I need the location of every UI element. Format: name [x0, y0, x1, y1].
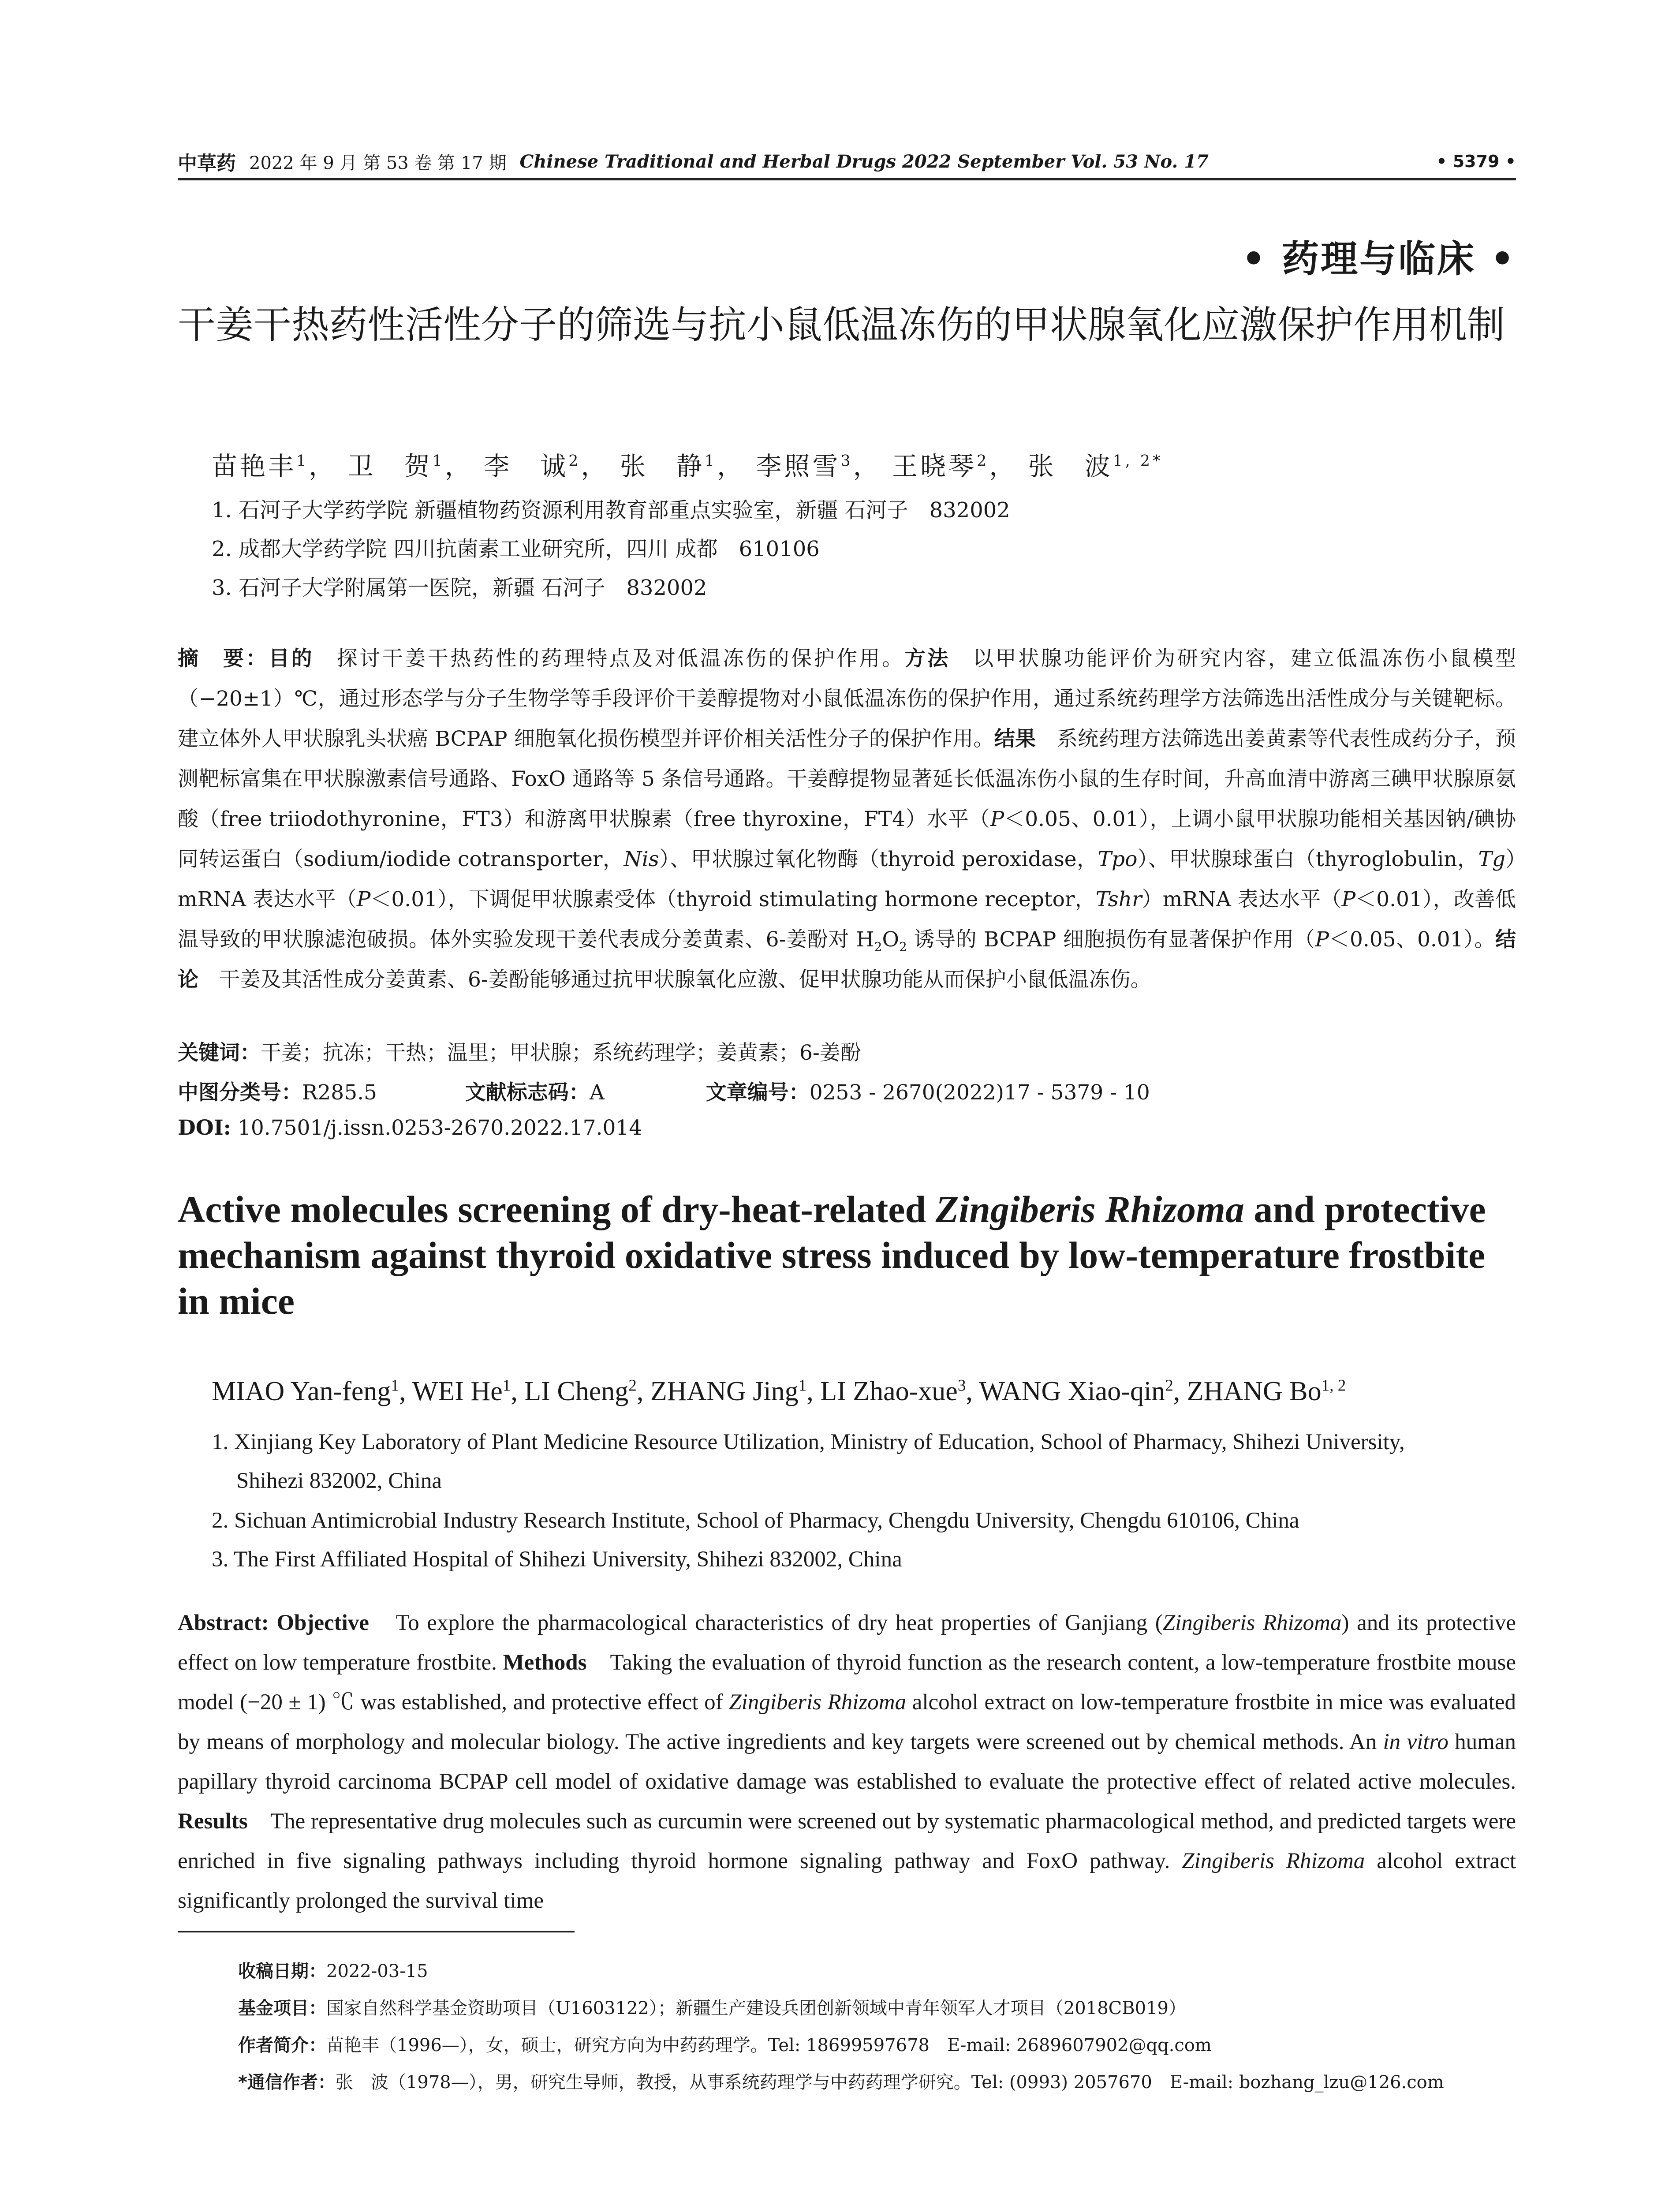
authors-cn — [212, 445, 1163, 482]
author-en: WANG Xiao-qin$^2$, — [979, 1376, 1187, 1406]
conclusion-label: 结论 — [178, 927, 1516, 992]
affiliation-en-3: 3. The First Affiliated Hospital of Shihezi University, Shihezi 832002, China — [212, 1547, 902, 1572]
abstract-label: 摘 要： — [178, 647, 269, 671]
footnote-author: 作者简介：苗艳丰（1996—），女，硕士，研究方向为中药药理学。Tel: 18699597678 E-mail: 2689607902@qq.com — [238, 2035, 1212, 2056]
abstract-en-label: Abstract: Objective — [178, 1611, 369, 1635]
affiliation-en-1: 1. Xinjiang Key Laboratory of Plant Medicine Resource Utilization, Ministry of Education, School of Pharmacy, Shihezi University, Shihezi 832002, China — [212, 1430, 1405, 1493]
journal-name-cn: 中草药 — [178, 152, 236, 175]
footnote-received: 收稿日期：2022-03-15 — [238, 1961, 428, 1981]
author-en: ZHANG Jing$^1$, — [650, 1376, 821, 1406]
author-cn: 张 波$^{1, 2*}$ — [1028, 451, 1163, 481]
abstract-en: Abstract: Objective To explore the pharmacological characteristics of dry heat properties of Ganjiang (Zingiberis Rhizoma) and its protective effect on low temperature frostbite. Methods Taking the evaluation of thyroid function as the research content, a low-temperature frostbite mouse model (−20 ± 1) ℃ was established, and protective effect of Zingiberis Rhizoma alcohol extract on low-temperature frostbite in mice was evaluated by means of morphology and molecular biology. The active ingredients and key targets were screened out by chemical methods. An in vitro human papillary thyroid carcinoma BCPAP cell model of oxidative damage was established to evaluate the protective effect of related active molecules. Results The representative drug molecules such as curcumin were screened out by systematic pharmacological method, and predicted targets were enriched in five signaling pathways including thyroid hormone signaling pathway and FoxO pathway. Zingiberis Rhizoma alcohol extract significantly prolonged the survival time — [178, 1611, 1516, 1913]
objective-label: 目的 — [269, 647, 314, 671]
author-cn: 苗艳丰$^1$， — [212, 451, 337, 481]
abstract-cn: 摘 要：目的 探讨干姜干热药性的药理特点及对低温冻伤的保护作用。方法 以甲状腺功能评价为研究内容，建立低温冻伤小鼠模型（−20±1）℃，通过形态学与分子生物学等手段评价干姜醇提物对小鼠低温冻伤的保护作用，通过系统药理学方法筛选出活性成分与关键靶标。建立体外人甲状腺乳头状癌 BCPAP 细胞氧化损伤模型并评价相关活性分子的保护作用。结果 系统药理方法筛选出姜黄素等代表性成药分子，预测靶标富集在甲状腺激素信号通路、FoxO 通路等 5 条信号通路。干姜醇提物显著延长低温冻伤小鼠的生存时间，升高血清中游离三碘甲状腺原氨酸（free triiodothyronine，FT3）和游离甲状腺素（free thyroxine，FT4）水平（P＜0.05、0.01），上调小鼠甲状腺功能相关基因钠/碘协同转运蛋白（sodium/iodide cotransporter，Nis）、甲状腺过氧化物酶（thyroid peroxidase，Tpo）、甲状腺球蛋白（thyroglobulin，Tg）mRNA 表达水平（P＜0.01），下调促甲状腺素受体（thyroid stimulating hormone receptor，Tshr）mRNA 表达水平（P＜0.01），改善低温导致的甲状腺滤泡破损。体外实验发现干姜代表成分姜黄素、6-姜酚对 $H_2O_2$ 诱导的 BCPAP 细胞损伤有显著保护作用（P＜0.05、0.01）。结论 干姜及其活性成分姜黄素、6-姜酚能够通过抗甲状腺氧化应激、促甲状腺功能从而保护小鼠低温冻伤。 — [178, 647, 1516, 992]
author-cn: 李照雪$^3$， — [756, 451, 881, 481]
author-en: LI Zhao-xue$^3$, — [820, 1376, 979, 1406]
author-cn: 张 静$^1$， — [620, 451, 745, 481]
section-label: • 药理与临床 • — [1242, 237, 1516, 280]
author-cn: 李 诚$^2$， — [484, 451, 609, 481]
author-cn: 王晓琴$^2$， — [892, 451, 1018, 481]
running-header — [178, 146, 1516, 177]
title-en: Active molecules screening of dry-heat-related Zingiberis Rhizoma and protective mechanism against thyroid oxidative stress induced by low-temperature frostbite in mice — [178, 1188, 1486, 1322]
author-en: MIAO Yan-feng$^1$, — [212, 1376, 412, 1406]
authors-en — [212, 1376, 1346, 1407]
footnote-rule — [178, 1931, 575, 1932]
footnote-correspondence: *通信作者：张 波（1978—），男，研究生导师，教授，从事系统药理学与中药药理学研究。Tel: (0993) 2057670 E-mail: bozhang_lzu@126.com — [238, 2072, 1444, 2093]
title-cn: 干姜干热药性活性分子的筛选与抗小鼠低温冻伤的甲状腺氧化应激保护作用机制 — [178, 303, 1505, 347]
affiliation-cn-3: 3. 石河子大学附属第一医院，新疆 石河子 832002 — [212, 576, 707, 600]
journal-name-en: Chinese Traditional and Herbal Drugs 2022 September Vol. 53 No. 17 — [519, 151, 1209, 172]
header-rule — [178, 178, 1516, 180]
doi: DOI: 10.7501/j.issn.0253-2670.2022.17.014 — [178, 1116, 642, 1140]
results-label: 结果 — [994, 727, 1036, 751]
footnote-fund: 基金项目：国家自然科学基金资助项目（U1603122）；新疆生产建设兵团创新领域中青年领军人才项目（2018CB019） — [238, 1998, 1186, 2018]
results-en-label: Results — [178, 1809, 248, 1834]
keywords: 关键词：干姜；抗冻；干热；温里；甲状腺；系统药理学；姜黄素；6-姜酚 — [178, 1041, 861, 1065]
author-en: ZHANG Bo$^{1, 2}$ — [1187, 1376, 1346, 1406]
affiliation-cn-1: 1. 石河子大学药学院 新疆植物药资源利用教育部重点实验室，新疆 石河子 832002 — [212, 498, 1010, 523]
page-number: • 5379 • — [1436, 152, 1516, 171]
methods-en-label: Methods — [503, 1650, 587, 1675]
author-cn: 卫 贺$^1$， — [347, 451, 473, 481]
methods-label: 方法 — [904, 647, 950, 671]
author-en: WEI He$^1$, — [412, 1376, 525, 1406]
affiliation-en-2: 2. Sichuan Antimicrobial Industry Research Institute, School of Pharmacy, Chengdu University, Chengdu 610106, China — [212, 1508, 1299, 1533]
issue-cn: 2022 年 9 月 第 53 卷 第 17 期 — [249, 153, 507, 173]
classification-line: 中图分类号：R285.5 文献标志码：A 文章编号：0253 - 2670(2022)17 - 5379 - 10 — [178, 1080, 1150, 1105]
affiliation-cn-2: 2. 成都大学药学院 四川抗菌素工业研究所，四川 成都 610106 — [212, 537, 820, 561]
author-en: LI Cheng$^2$, — [524, 1376, 650, 1406]
